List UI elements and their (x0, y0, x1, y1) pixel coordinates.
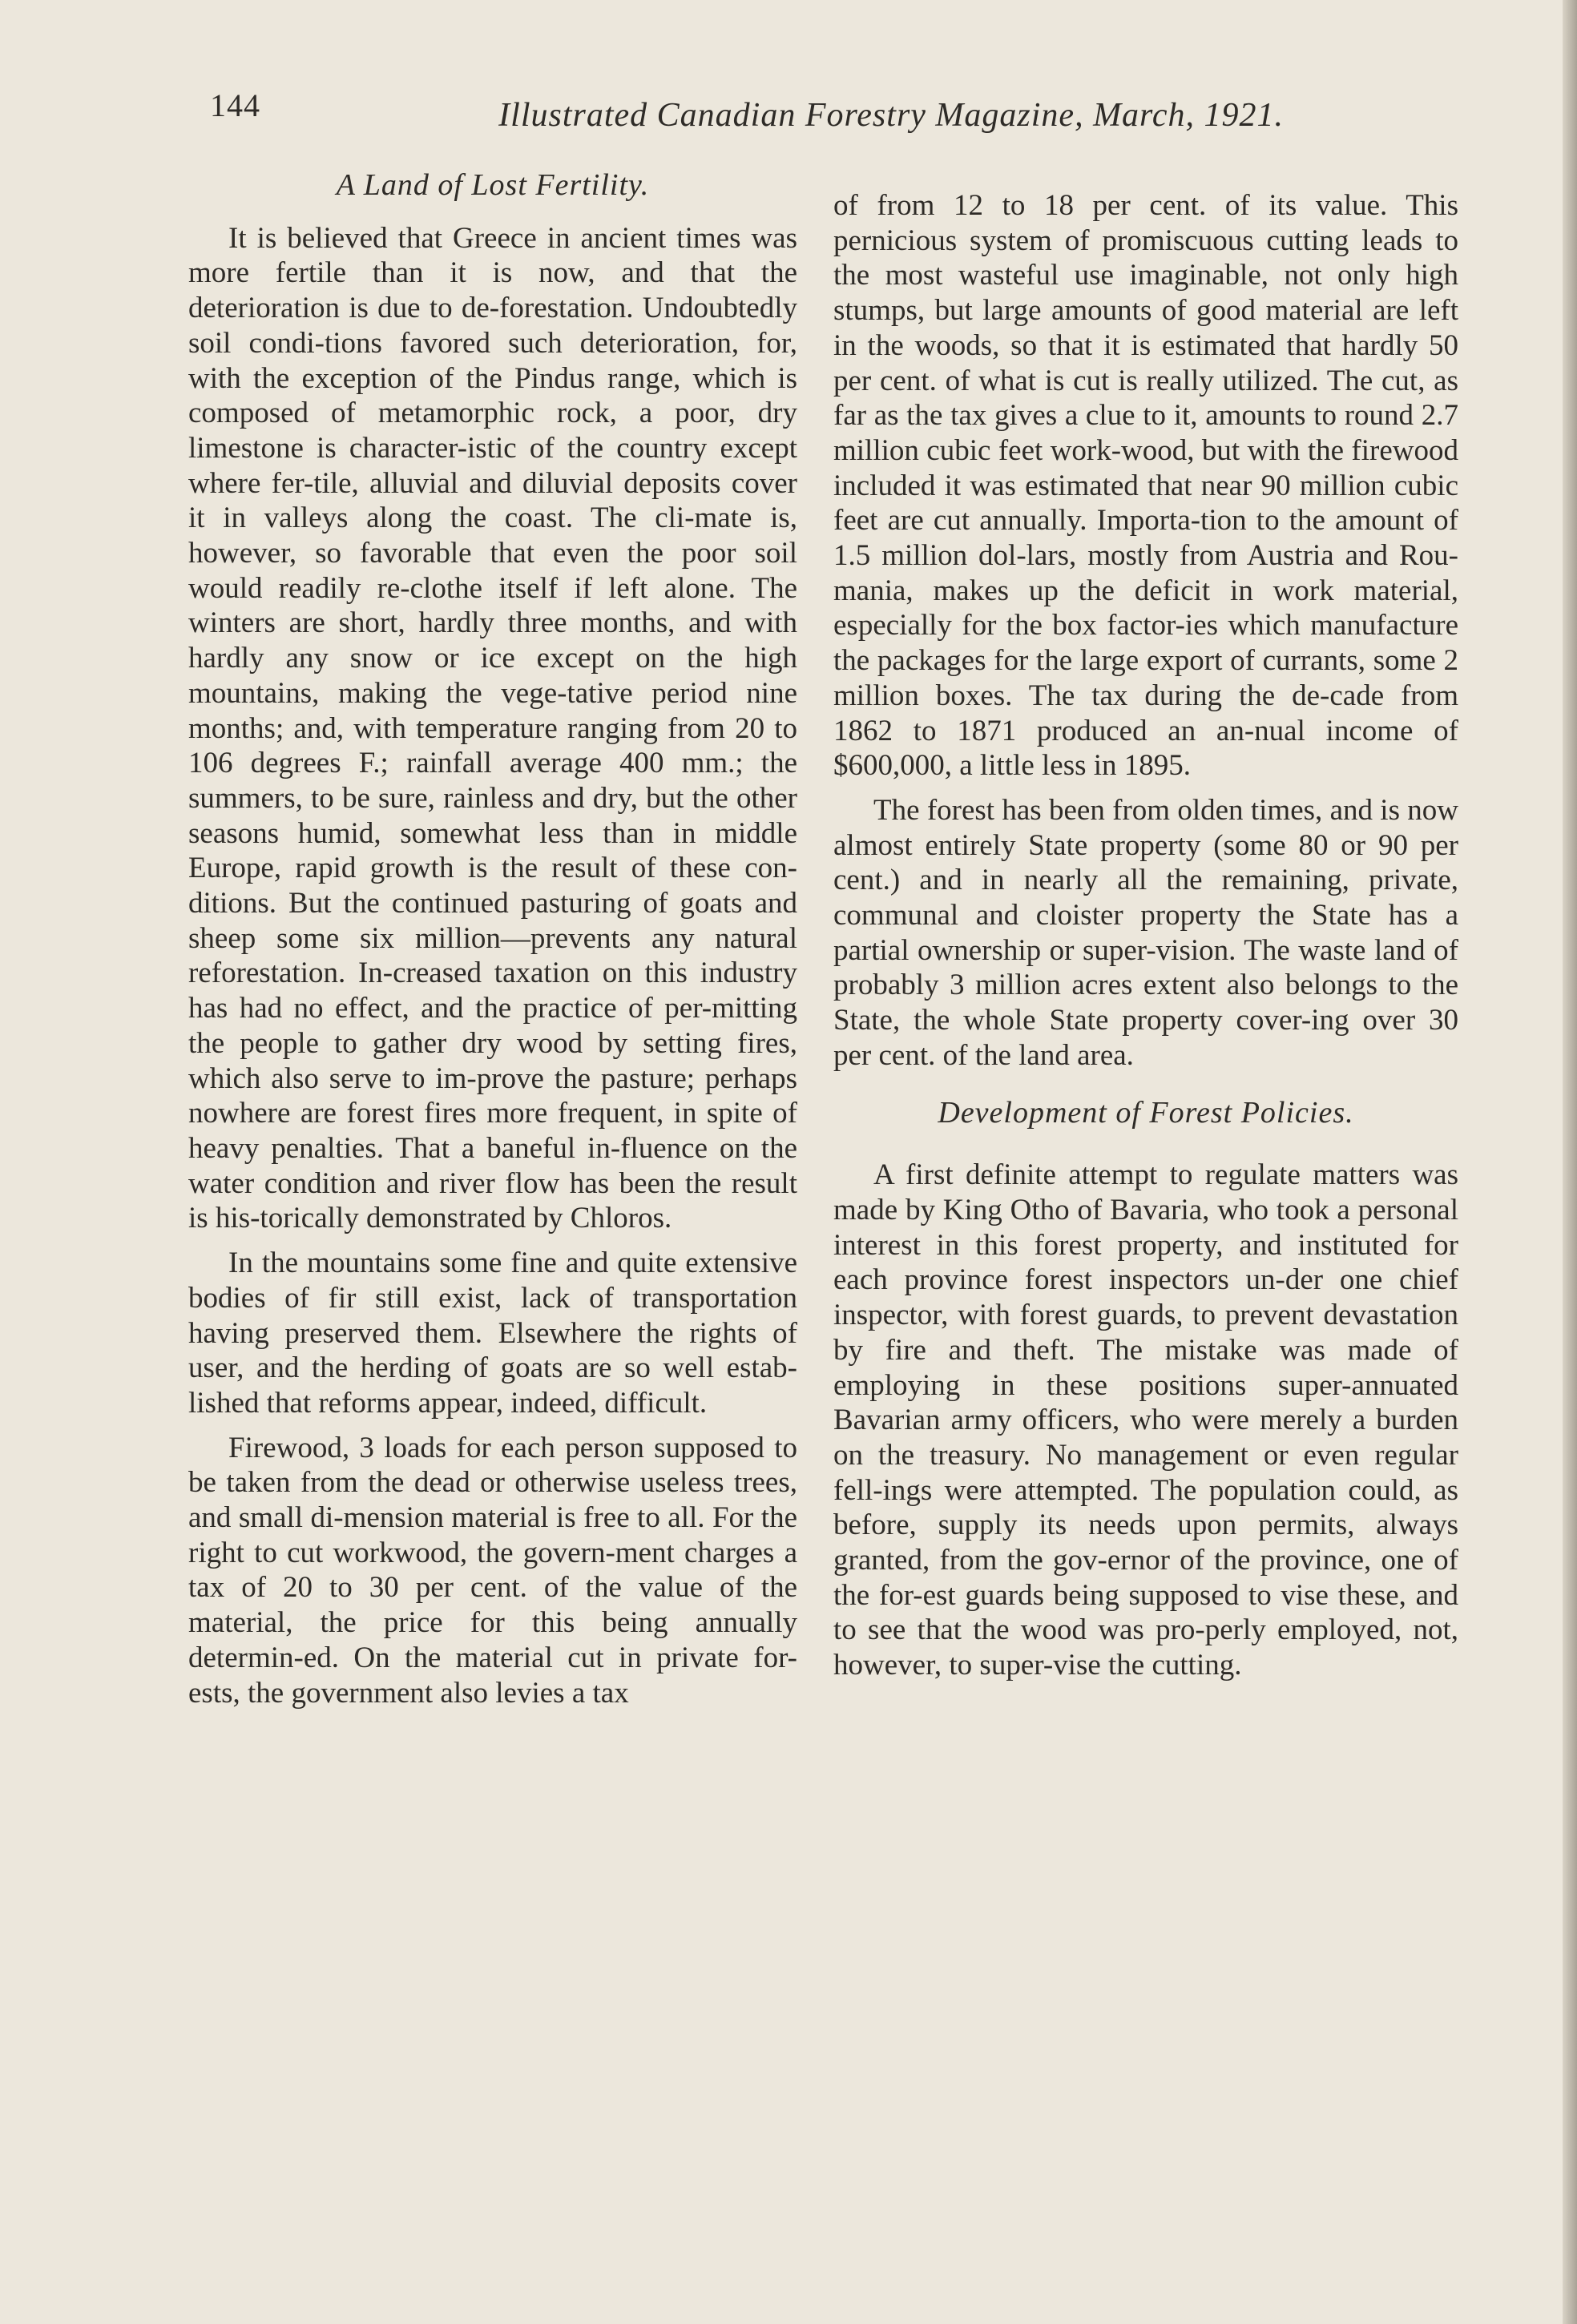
page-number: 144 (210, 87, 260, 123)
paragraph: A first definite attempt to regulate matters was made by King Otho of Bavaria, who took a personal interest in this forest property, and instituted for each province forest inspectors un-der one chief inspector, with forest guards, to prevent devastation by fire and theft. The mistake was made of employing in these positions super-annuated Bavarian army officers, who were merely a burden on the treasury. No management or even regular fell-ings were attempted. The population could, as before, supply its needs upon permits, always granted, from the gov-ernor of the province, one of the for-est guards being supposed to vise these, and to see that the wood was pro-perly employed, not, however, to super-vise the cutting. (833, 1158, 1458, 1682)
paragraph: The forest has been from olden times, and is now almost entirely State property (some 80 or 90 per cent.) and in nearly all the remaining, private, communal and cloister property the State has a partial ownership or super-vision. The waste land of probably 3 million acres extent also belongs to the State, the whole State property cover-ing over 30 per cent. of the land area. (833, 793, 1458, 1072)
page-header (210, 80, 1284, 144)
right-column (833, 188, 1458, 1693)
paragraph: Firewood, 3 loads for each person supposed to be taken from the dead or otherwise useless trees, and small di-mension material is free to all. For the right to cut workwood, the govern-ment charges a tax of 20 to 30 per cent. of the value of the material, the price for this being annually determin-ed. On the material cut in private for-ests, the government also levies a tax (188, 1431, 797, 1710)
section-title-lost-fertility: A Land of Lost Fertility. (336, 168, 650, 202)
section-title-forest-policies: Development of Forest Policies. (938, 1095, 1354, 1130)
paragraph: In the mountains some fine and quite extensive bodies of fir still exist, lack of transportation having preserved them. Elsewhere the rights of user, and the herding of goats are so well estab-lished that reforms appear, indeed, difficult. (188, 1247, 797, 1420)
running-head: Illustrated Canadian Forestry Magazine, March, 1921. (498, 97, 1284, 134)
page-edge (1563, 0, 1577, 2324)
paragraph-continued: of from 12 to 18 per cent. of its value. This pernicious system of promiscuous cutting leads to the most wasteful use imaginable, not only high stumps, but large amounts of good material are left in the woods, so that it is estimated that hardly 50 per cent. of what is cut is really utilized. The cut, as far as the tax gives a clue to it, amounts to round 2.7 million cubic feet work-wood, but with the firewood included it was estimated that near 90 million cubic feet are cut annually. Importa-tion to the amount of 1.5 million dol-lars, mostly from Austria and Rou-mania, makes up the deficit in work material, especially for the box factor-ies which manufacture the packages for the large export of currants, some 2 million boxes. The tax during the de-cade from 1862 to 1871 produced an an-nual income of $600,000, a little less in 1895. (833, 189, 1458, 783)
paragraph: It is believed that Greece in ancient times was more fertile than it is now, and that the deterioration is due to de-forestation. Undoubtedly soil condi-tions favored such deterioration, for, with the exception of the Pindus range, which is composed of metamorphic rock, a poor, dry limestone is character-istic of the country except where fer-tile, alluvial and diluvial deposits cover it in valleys along the coast. The cli-mate is, however, so favorable that even the poor soil would readily re-clothe itself if left alone. The winters are short, hardly three months, and with hardly any snow or ice except on the high mountains, making the vege-tative period nine months; and, with temperature ranging from 20 to 106 degrees F.; rainfall average 400 mm.; the summers, to be sure, rainless and dry, but the other seasons humid, somewhat less than in middle Europe, rapid growth is the result of these con-ditions. But the continued pasturing of goats and sheep some six million—prevents any natural reforestation. In-creased taxation on this industry has had no effect, and the practice of per-mitting the people to gather dry wood by setting fires, which also serve to im-prove the pasture; perhaps nowhere are forest fires more frequent, in spite of heavy penalties. That a baneful in-fluence on the water condition and river flow has been the result is his-torically demonstrated by Chloros. (188, 221, 797, 1235)
left-column (188, 168, 797, 1720)
